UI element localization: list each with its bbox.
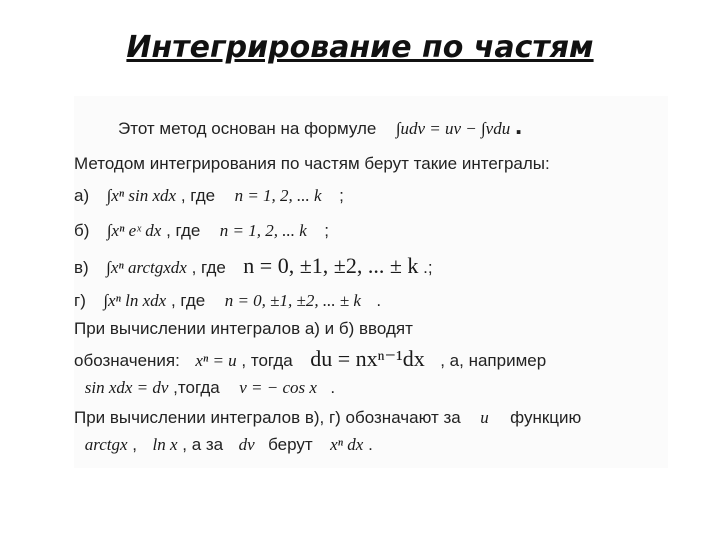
item-b-end: ;	[324, 221, 330, 240]
substitution-line-3	[74, 377, 335, 399]
item-b-integral: ∫xⁿ eˣ dx	[106, 221, 162, 240]
item-d-label: г)	[74, 291, 86, 310]
parts-formula: ∫udv = uv − ∫vdu	[395, 119, 511, 138]
item-d-condition: n = 0, ±1, ±2, ... ± k	[224, 291, 361, 310]
comma: ,	[132, 435, 138, 454]
item-b-condition: n = 1, 2, ... k	[219, 221, 307, 240]
method-text: Этот метод основан на формуле	[118, 119, 377, 138]
then-text-2: ,тогда	[173, 378, 220, 397]
item-a	[74, 185, 344, 207]
item-d-where: , где	[170, 291, 206, 310]
item-a-condition: n = 1, 2, ... k	[234, 186, 322, 205]
v-formula: v = − cos x	[239, 378, 317, 397]
item-b	[74, 220, 329, 242]
item-d	[74, 290, 381, 312]
slide-content	[74, 96, 668, 468]
item-c-label: в)	[74, 258, 89, 277]
intro-line	[74, 153, 550, 175]
item-c-where: , где	[191, 258, 226, 277]
item-a-integral: ∫xⁿ sin xdx	[106, 186, 177, 205]
item-c	[74, 255, 433, 279]
line-9-end: .	[330, 378, 336, 397]
and-for-text: , а за	[182, 435, 224, 454]
dv-definition: sin xdx = dv	[84, 378, 169, 397]
substitution-text-1: При вычислении интегралов а) и б) вводят	[74, 319, 413, 338]
function-text: функцию	[510, 408, 582, 427]
substitution-line-2	[74, 348, 546, 372]
item-c-integral: ∫xⁿ arctgxdx	[106, 258, 187, 277]
item-a-label: а)	[74, 186, 90, 205]
dv-symbol: dv	[238, 435, 255, 454]
method-end: .	[514, 110, 523, 140]
item-b-where: , где	[166, 221, 201, 240]
item-d-end: .	[376, 291, 382, 310]
line-11-end: .	[368, 435, 373, 454]
method-line	[118, 110, 523, 140]
then-text: , тогда	[241, 351, 293, 370]
item-c-condition: n = 0, ±1, ±2, ... ± k	[243, 253, 419, 278]
u-symbol: u	[480, 408, 489, 427]
notation-label: обозначения:	[74, 351, 180, 370]
item-c-end: .;	[423, 258, 433, 277]
item-a-end: ;	[339, 186, 344, 205]
du-formula: du = nxⁿ⁻¹dx	[310, 346, 425, 371]
arctg-function: arctgx	[84, 435, 128, 454]
substitution-line-4	[74, 407, 581, 429]
item-b-label: б)	[74, 221, 90, 240]
substitution-line-5	[74, 434, 373, 456]
slide-title: Интегрирование по частям	[126, 30, 594, 65]
ln-function: ln x	[152, 435, 178, 454]
item-d-integral: ∫xⁿ ln xdx	[103, 291, 167, 310]
take-text: берут	[268, 435, 313, 454]
item-a-where: , где	[180, 186, 216, 205]
cd-text: При вычислении интегралов в), г) обозначают за	[74, 408, 461, 427]
for-example-text: , а, например	[440, 351, 547, 370]
xn-dx: xⁿ dx	[330, 435, 364, 454]
u-definition: xⁿ = u	[195, 351, 237, 370]
substitution-line-1	[74, 318, 413, 340]
intro-text: Методом интегрирования по частям берут такие интегралы:	[74, 154, 550, 173]
